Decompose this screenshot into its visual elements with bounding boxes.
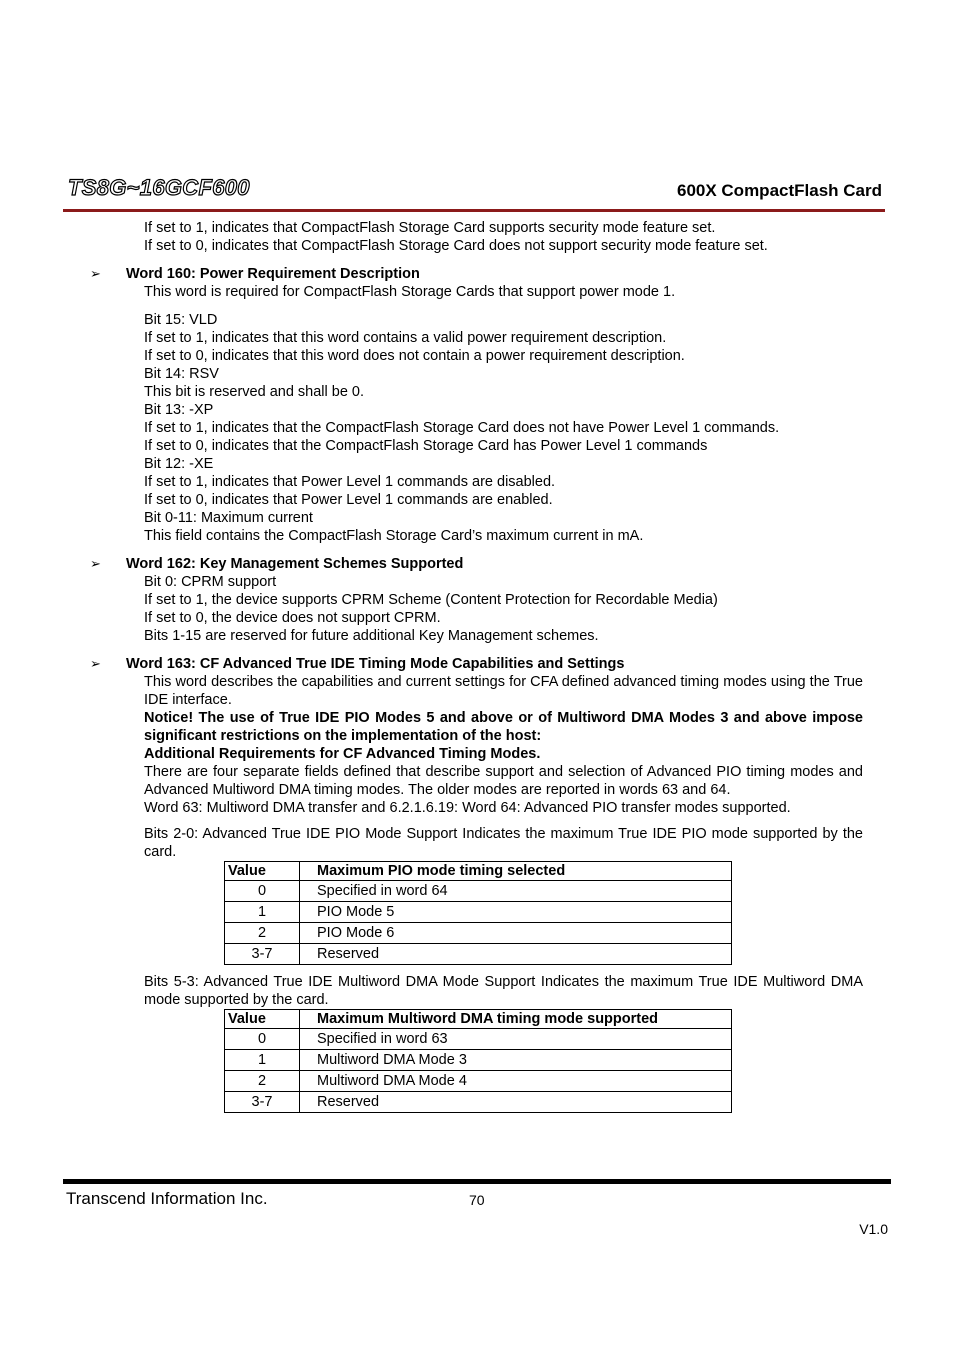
text-line: Bit 13: -XP xyxy=(144,402,214,418)
text-line: Bit 12: -XE xyxy=(144,456,214,472)
arrow-bullet-icon: ➢ xyxy=(90,556,101,571)
pio-mode-table xyxy=(224,861,732,965)
page-number: 70 xyxy=(469,1192,485,1208)
document-version: V1.0 xyxy=(859,1221,888,1237)
text-line: Bit 15: VLD xyxy=(144,312,218,328)
text-line: If set to 1, indicates that this word contains a valid power requirement description. xyxy=(144,330,667,346)
text-line: If set to 0, indicates that this word does not contain a power requirement description. xyxy=(144,348,685,364)
table-cell: 2 xyxy=(225,1071,300,1092)
section-word-160-body xyxy=(144,283,863,545)
notice-text: Notice! The use of True IDE PIO Modes 5 and above or of Multiword DMA Modes 3 and above impose significant restrictions on the implementation of the host: xyxy=(144,710,863,744)
table-cell: PIO Mode 5 xyxy=(300,902,732,923)
table-cell: Reserved xyxy=(300,1092,732,1113)
text-line: Bit 14: RSV xyxy=(144,366,219,382)
section-word-162-heading xyxy=(90,555,863,573)
table-row xyxy=(225,923,732,944)
text-line: If set to 1, indicates that Power Level 1 commands are disabled. xyxy=(144,474,556,490)
table-cell: Multiword DMA Mode 4 xyxy=(300,1071,732,1092)
table-cell: 3-7 xyxy=(225,944,300,965)
table-cell: PIO Mode 6 xyxy=(300,923,732,944)
table-cell: 3-7 xyxy=(225,1092,300,1113)
text-line: If set to 0, indicates that Power Level 1 commands are enabled. xyxy=(144,492,553,508)
table-header-row xyxy=(225,862,732,881)
section-word-162-body xyxy=(144,573,863,645)
dma-mode-table xyxy=(224,1009,732,1113)
table-row xyxy=(225,902,732,923)
intro-section xyxy=(144,219,863,255)
table-cell: 0 xyxy=(225,1029,300,1050)
section-heading: Word 162: Key Management Schemes Supported xyxy=(126,556,464,572)
table-row xyxy=(225,881,732,902)
table-header-cell: Maximum PIO mode timing selected xyxy=(300,862,732,881)
page-content xyxy=(90,219,863,1113)
pio-support-intro: Bits 2-0: Advanced True IDE PIO Mode Support Indicates the maximum True IDE PIO mode supported by the card. xyxy=(144,826,863,860)
table-cell: 1 xyxy=(225,902,300,923)
arrow-bullet-icon: ➢ xyxy=(90,266,101,281)
text-line: If set to 1, the device supports CPRM Scheme (Content Protection for Recordable Media) xyxy=(144,592,718,608)
document-subtitle: 600X CompactFlash Card xyxy=(676,181,882,200)
table-cell: Multiword DMA Mode 3 xyxy=(300,1050,732,1071)
section-word-160-heading xyxy=(90,265,863,283)
table-row xyxy=(225,1029,732,1050)
document-model-title: TS8G~16GCF600 xyxy=(68,175,250,200)
section-description: This word is required for CompactFlash Storage Cards that support power mode 1. xyxy=(144,284,676,300)
table-row xyxy=(225,1092,732,1113)
additional-requirements-heading: Additional Requirements for CF Advanced Timing Modes. xyxy=(144,746,541,762)
text-line: This bit is reserved and shall be 0. xyxy=(144,384,365,400)
text-line: This field contains the CompactFlash Storage Card’s maximum current in mA. xyxy=(144,528,644,544)
table-cell: 0 xyxy=(225,881,300,902)
section-word-163-heading xyxy=(90,655,863,673)
header-divider xyxy=(63,209,885,212)
text-line: If set to 0, indicates that CompactFlash Storage Card does not support security mode feature set. xyxy=(144,238,768,254)
table-row xyxy=(225,944,732,965)
text-line: If set to 0, indicates that the CompactFlash Storage Card has Power Level 1 commands xyxy=(144,438,708,454)
section-heading: Word 163: CF Advanced True IDE Timing Mode Capabilities and Settings xyxy=(126,656,625,672)
table-row xyxy=(225,1050,732,1071)
text-line: If set to 1, indicates that the CompactFlash Storage Card does not have Power Level 1 commands. xyxy=(144,420,780,436)
table-cell: Specified in word 63 xyxy=(300,1029,732,1050)
table-header-cell: Value xyxy=(225,1010,300,1029)
table-cell: 2 xyxy=(225,923,300,944)
text-line: If set to 0, the device does not support CPRM. xyxy=(144,610,441,626)
section-heading: Word 160: Power Requirement Description xyxy=(126,266,420,282)
text-line: Bit 0: CPRM support xyxy=(144,574,277,590)
dma-support-intro: Bits 5-3: Advanced True IDE Multiword DMA Mode Support Indicates the maximum True IDE Multiword DMA mode supported by the card. xyxy=(144,974,863,1008)
table-header-cell: Maximum Multiword DMA timing mode supported xyxy=(300,1010,732,1029)
section-word-163-body xyxy=(144,673,863,861)
table-header-cell: Value xyxy=(225,862,300,881)
text-line: Bit 0-11: Maximum current xyxy=(144,510,313,526)
footer-company: Transcend Information Inc. xyxy=(66,1189,268,1208)
table-header-row xyxy=(225,1010,732,1029)
text-line: If set to 1, indicates that CompactFlash Storage Card supports security mode feature set. xyxy=(144,220,716,236)
timing-modes-paragraph: There are four separate fields defined that describe support and selection of Advanced PIO timing modes and Advanced Multiword DMA timing modes. The older modes are reported in words 63 and 64. xyxy=(144,764,863,798)
table-row xyxy=(225,1071,732,1092)
table-cell: Reserved xyxy=(300,944,732,965)
table-cell: Specified in word 64 xyxy=(300,881,732,902)
arrow-bullet-icon: ➢ xyxy=(90,656,101,671)
section-description: This word describes the capabilities and current settings for CFA defined advanced timing modes using the True IDE interface. xyxy=(144,674,863,708)
footer-divider xyxy=(63,1179,891,1184)
dma-support-section xyxy=(144,965,863,1009)
timing-modes-paragraph-2: Word 63: Multiword DMA transfer and 6.2.1.6.19: Word 64: Advanced PIO transfer modes supported. xyxy=(144,800,791,816)
text-line: Bits 1-15 are reserved for future additional Key Management schemes. xyxy=(144,628,599,644)
table-cell: 1 xyxy=(225,1050,300,1071)
